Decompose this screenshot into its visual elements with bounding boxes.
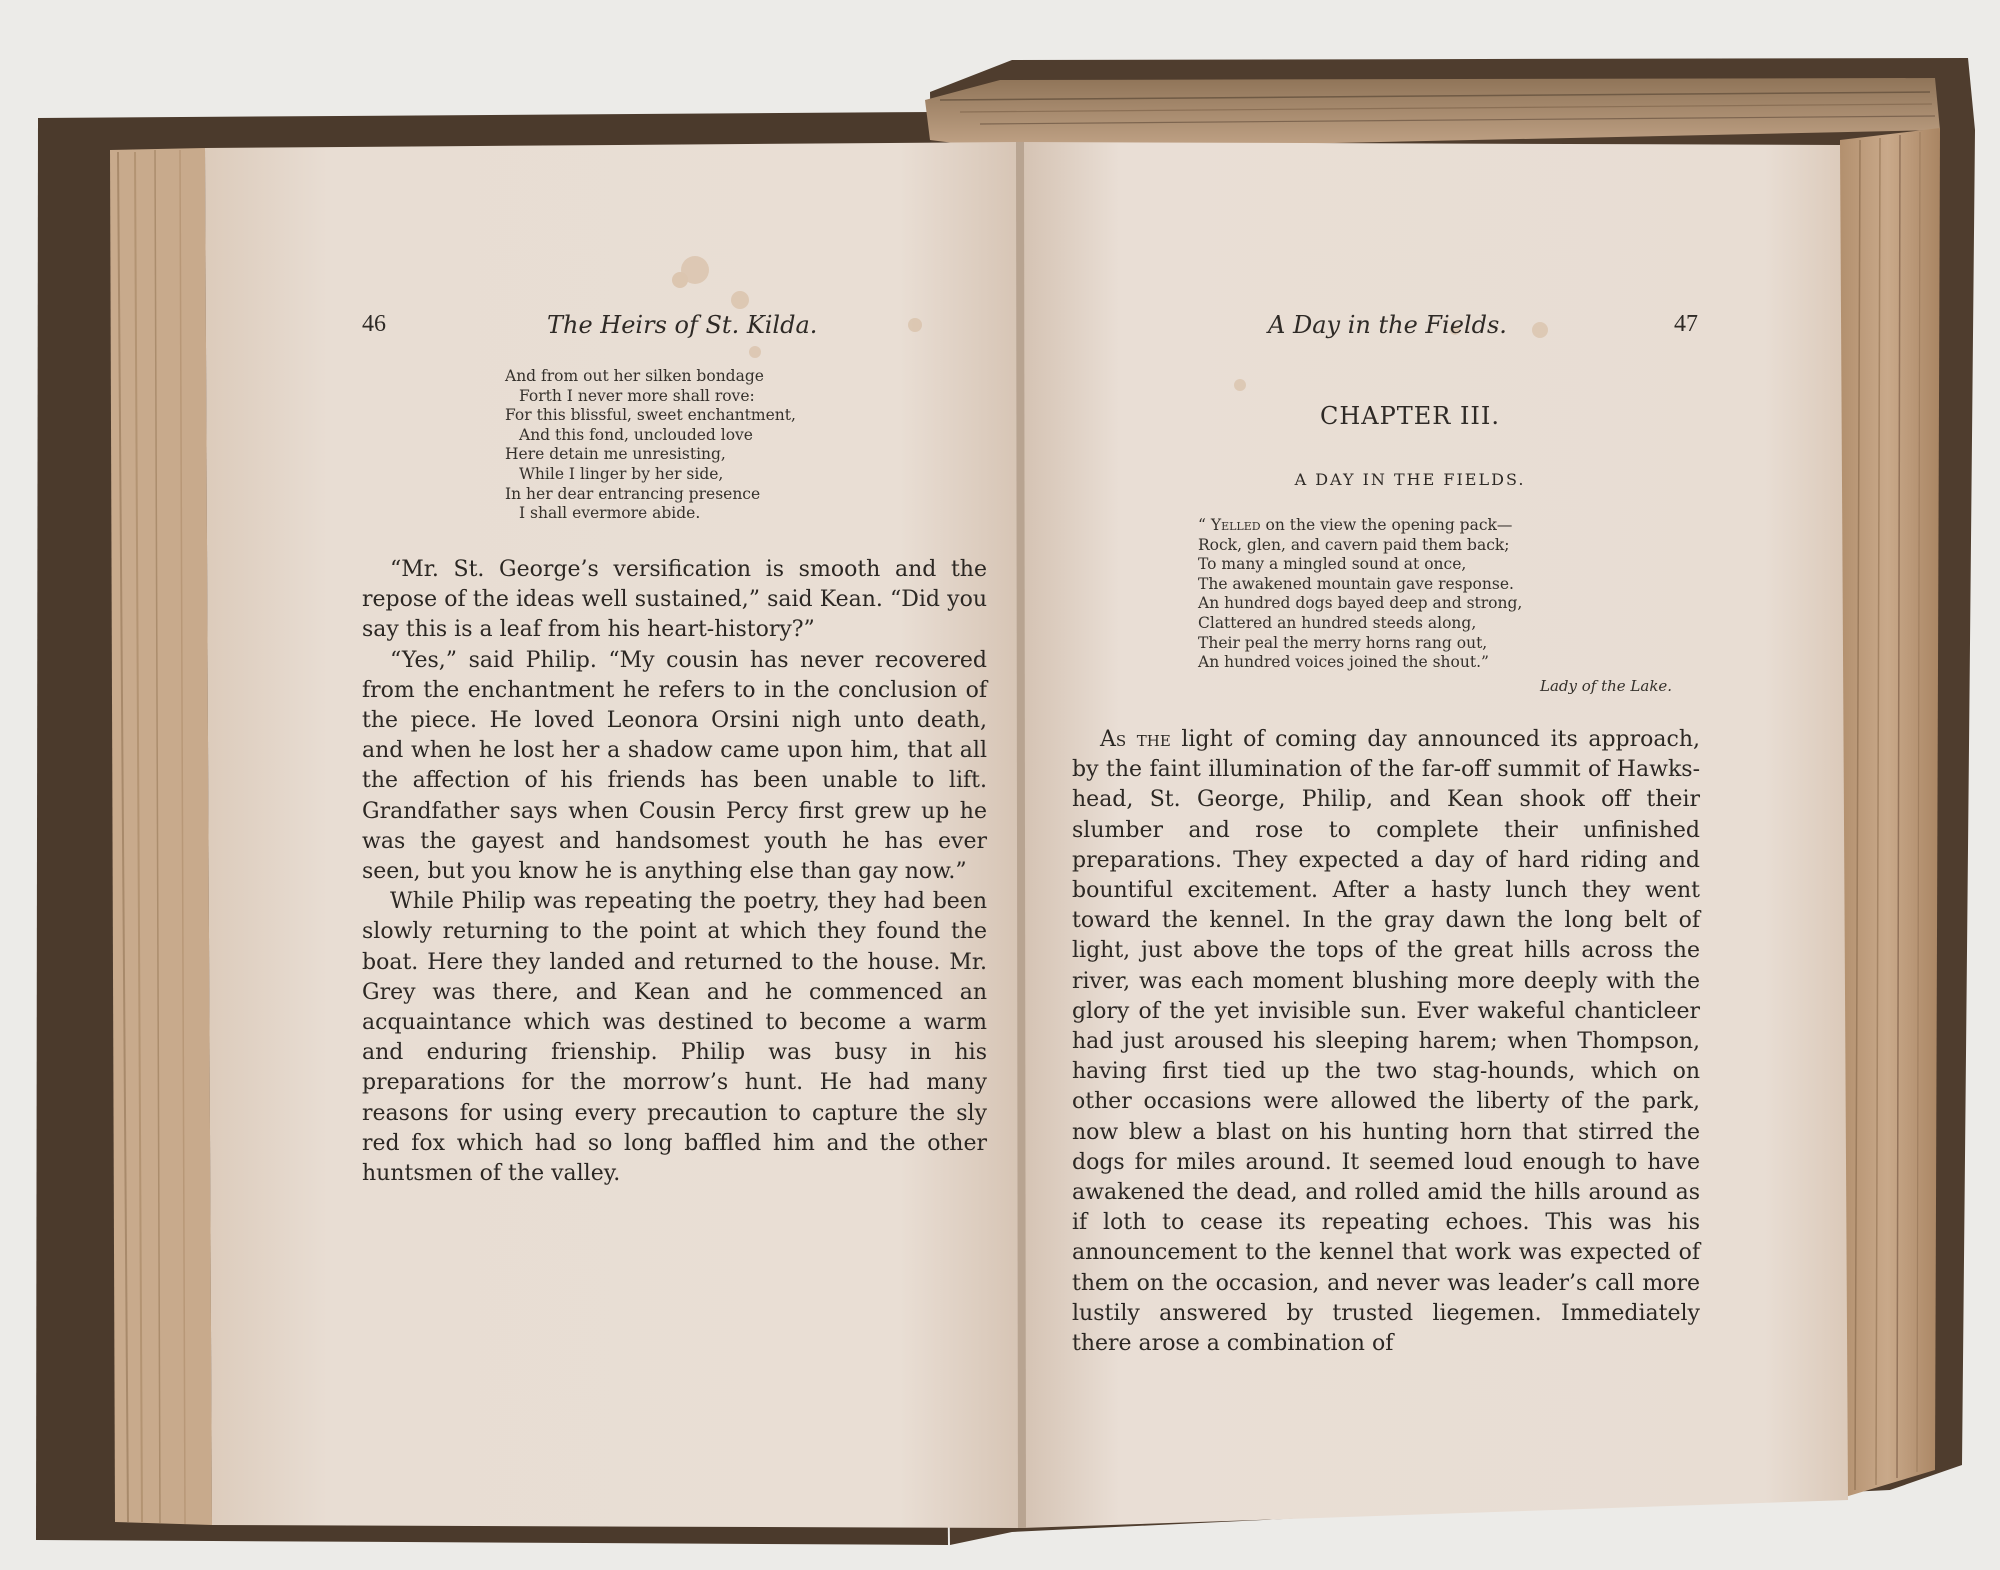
- paragraph: While Philip was repeating the poetry, they had been slowly returning to the point at which they found the boat. Here they landed and returned to the house. Mr. Grey was there, and Kean and he commenced an acquaintance which was destined to become a warm and enduring frienship. Philip was busy in his preparations for the morrow’s hunt. He had many reasons for using every precaution to capture the sly red fox which had so long baffled him and the other huntsmen of the valley.: [362, 889, 987, 1187]
- epigraph-line: The awakened mountain gave response.: [1198, 574, 1514, 593]
- epigraph-line: To many a mingled sound at once,: [1198, 555, 1467, 574]
- verse-line: And from out her silken bondage: [505, 367, 764, 385]
- right-running-title: A Day in the Fields.: [1268, 311, 1507, 339]
- epigraph-line: An hundred voices joined the shout.”: [1198, 653, 1489, 672]
- right-folio: 47: [1674, 311, 1698, 337]
- left-verse-block: [505, 367, 796, 524]
- paragraph: “Mr. St. George’s versification is smooth and the repose of the ideas well sustained,” said Kean. “Did you say this is a leaf from his heart-history?”: [362, 557, 987, 643]
- verse-line: For this blissful, sweet enchantment,: [505, 406, 796, 425]
- verse-line: While I linger by her side,: [519, 464, 724, 483]
- left-folio: 46: [362, 311, 386, 337]
- opening-words: As the: [1100, 727, 1171, 752]
- chapter-heading: CHAPTER III.: [1319, 402, 1501, 430]
- epigraph-line: Their peal the merry horns rang out,: [1198, 633, 1488, 652]
- chapter-title: A DAY IN THE FIELDS.: [1294, 470, 1526, 489]
- left-running-title: The Heirs of St. Kilda.: [547, 311, 818, 339]
- left-body-text: [362, 555, 987, 1189]
- epigraph-line: An hundred dogs bayed deep and strong,: [1198, 594, 1523, 613]
- epigraph-line: Rock, glen, and cavern paid them back;: [1198, 535, 1510, 554]
- paragraph: light of coming day announced its approach, by the faint illumination of the far-off summit of Hawks-head, St. George, Philip, and Kean shook off their slumber and rose to complete their unfinished preparations. They expected a day of hard riding and bountiful excitement. After a hasty lunch they went toward the kennel. In the gray dawn the long belt of light, just above the tops of the great hills across the river, was each moment blushing more deeply with the glory of the yet invisible sun. Ever wakeful chanticleer had just aroused his sleeping harem; when Thompson, having first tied up the two stag-hounds, which on other occasions were allowed the liberty of the park, now blew a blast on his hunting horn that stirred the dogs for miles around. It seemed loud enough to have awakened the dead, and rolled amid the hills around as if loth to cease its repeating echoes. This was his announcement to the kennel that work was expected of them on the occasion, and never was leader’s call more lustily answered by trusted liegemen. Immediately there arose a combination of: [1072, 727, 1700, 1357]
- epigraph-attribution: Lady of the Lake.: [1540, 677, 1673, 695]
- paragraph: “Yes,” said Philip. “My cousin has never recovered from the enchantment he refers to in the conclusion of the piece. He loved Leonora Orsini nigh unto death, and when he lost her a shadow came upon him, that all the affection of his friends has been unable to lift. Grandfather says when Cousin Percy first grew up he was the gayest and handsomest youth he has ever seen, but you know he is anything else than gay now.”: [362, 647, 987, 885]
- verse-line: In her dear entrancing presence: [505, 484, 761, 503]
- epigraph-line: Clattered an hundred steeds along,: [1198, 613, 1477, 632]
- right-page-edges: [1835, 128, 1940, 1500]
- epigraph: “ Yelled on the view the opening pack— Rock, glen, and cavern paid them back; To many a mingled sound at once, The awakened mountain gave response. An hundred dogs bayed deep and strong, Clattered an hundred steeds along, Their peal the merry horns rang out, An hundred voices joined the shout.”: [1198, 516, 1523, 672]
- verse-line: Here detain me unresisting,: [505, 445, 726, 464]
- verse-line: I shall evermore abide.: [519, 504, 701, 523]
- epigraph-line: on the view the opening pack—: [1265, 516, 1513, 534]
- epigraph-first-word: Yelled: [1210, 516, 1261, 534]
- verse-line: Forth I never more shall rove:: [519, 386, 755, 405]
- left-page-edges: [110, 148, 212, 1525]
- verse-line: And this fond, unclouded love: [519, 425, 753, 444]
- right-body-text: [1072, 725, 1700, 1359]
